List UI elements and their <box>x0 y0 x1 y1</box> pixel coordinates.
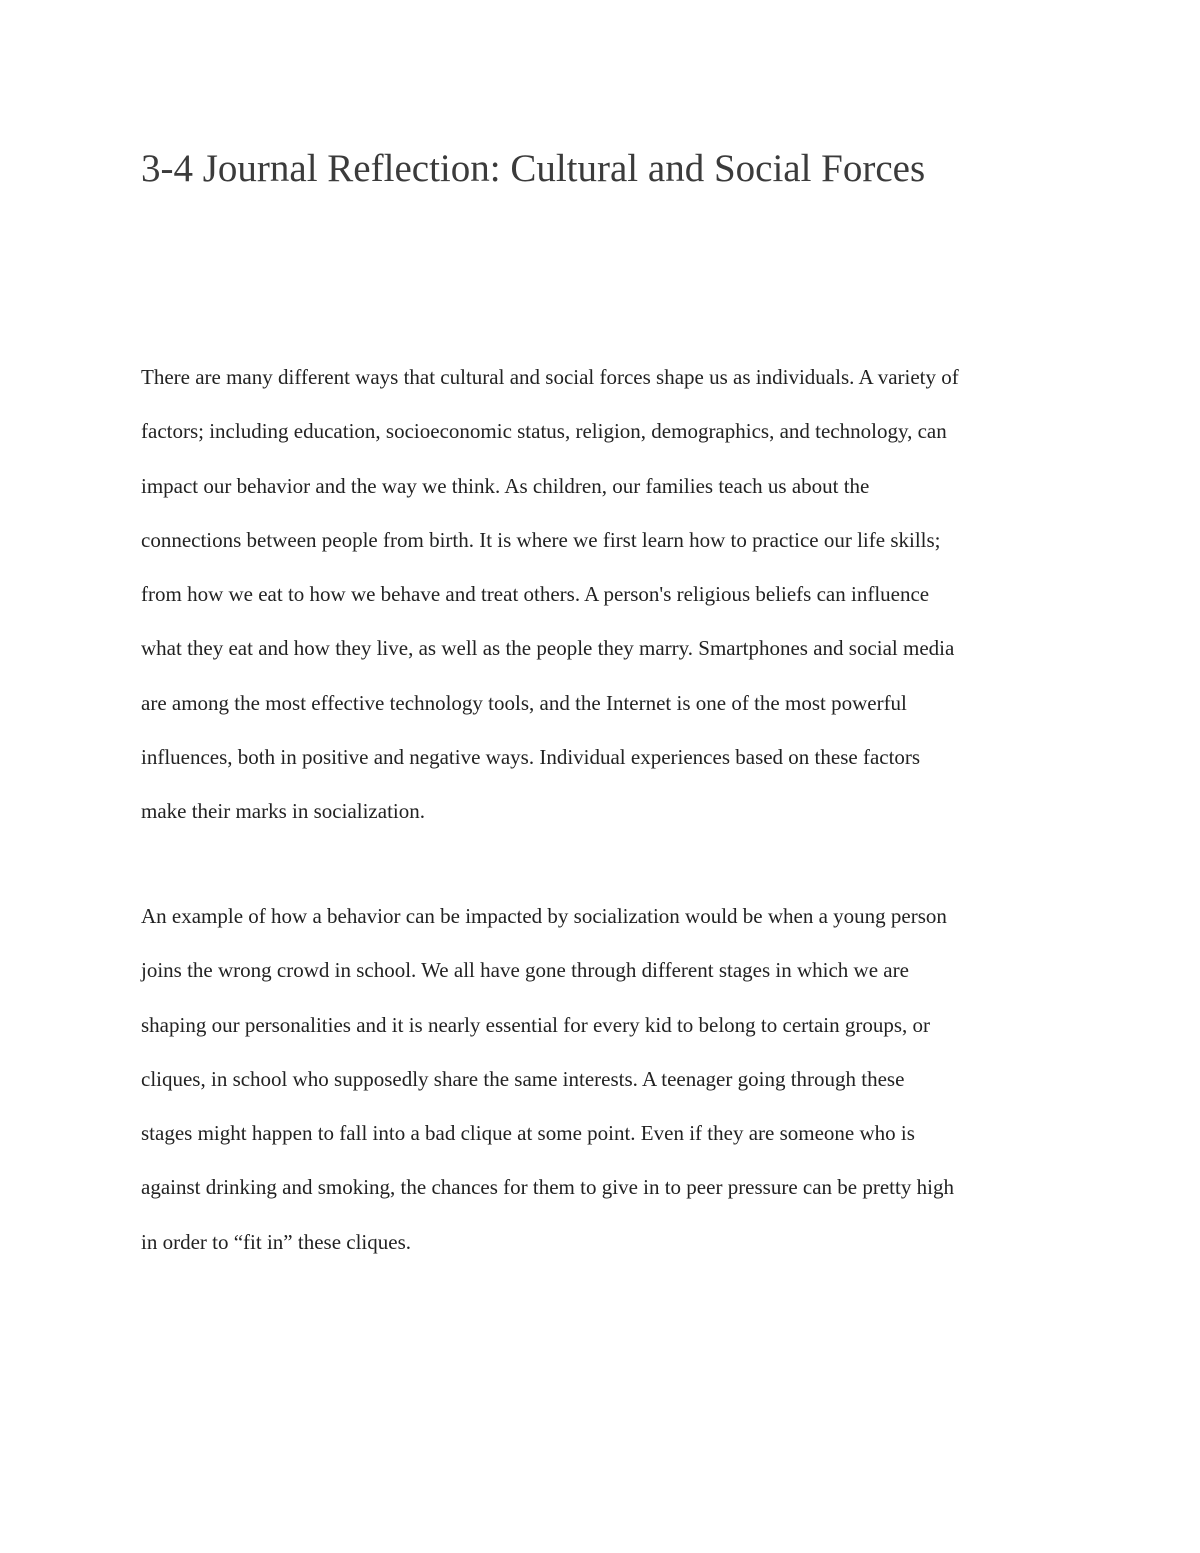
paragraph-line: influences, both in positive and negative ways. Individual experiences based on these factors <box>141 745 921 770</box>
paragraph-line: make their marks in socialization. <box>141 799 425 824</box>
paragraph-line: factors; including education, socioeconomic status, religion, demographics, and technology, can <box>141 419 947 444</box>
paragraph-line: what they eat and how they live, as well as the people they marry. Smartphones and social media <box>141 636 955 661</box>
paragraph-2 <box>141 901 1081 1281</box>
paragraph-line: connections between people from birth. It is where we first learn how to practice our life skills; <box>141 527 941 552</box>
paragraph-1 <box>141 362 1081 851</box>
paragraph-line: stages might happen to fall into a bad clique at some point. Even if they are someone who is <box>141 1121 915 1146</box>
paragraph-line: shaping our personalities and it is nearly essential for every kid to belong to certain groups, or <box>141 1012 931 1037</box>
paragraph-line: are among the most effective technology tools, and the Internet is one of the most powerful <box>141 690 907 715</box>
paragraph-line: from how we eat to how we behave and treat others. A person's religious beliefs can influence <box>141 582 930 607</box>
paragraph-line: in order to “fit in” these cliques. <box>141 1229 411 1254</box>
paragraph-line: There are many different ways that cultural and social forces shape us as individuals. A variety of <box>141 365 959 389</box>
paragraph-line: impact our behavior and the way we think. As children, our families teach us about the <box>141 473 870 498</box>
paragraph-line: cliques, in school who supposedly share the same interests. A teenager going through these <box>141 1066 905 1091</box>
document-title: 3-4 Journal Reflection: Cultural and Social Forces <box>141 147 926 190</box>
paragraph-line: against drinking and smoking, the chances for them to give in to peer pressure can be pretty high <box>141 1175 954 1200</box>
paragraph-line: joins the wrong crowd in school. We all have gone through different stages in which we are <box>141 958 909 983</box>
paragraph-line: An example of how a behavior can be impacted by socialization would be when a young person <box>141 904 947 928</box>
